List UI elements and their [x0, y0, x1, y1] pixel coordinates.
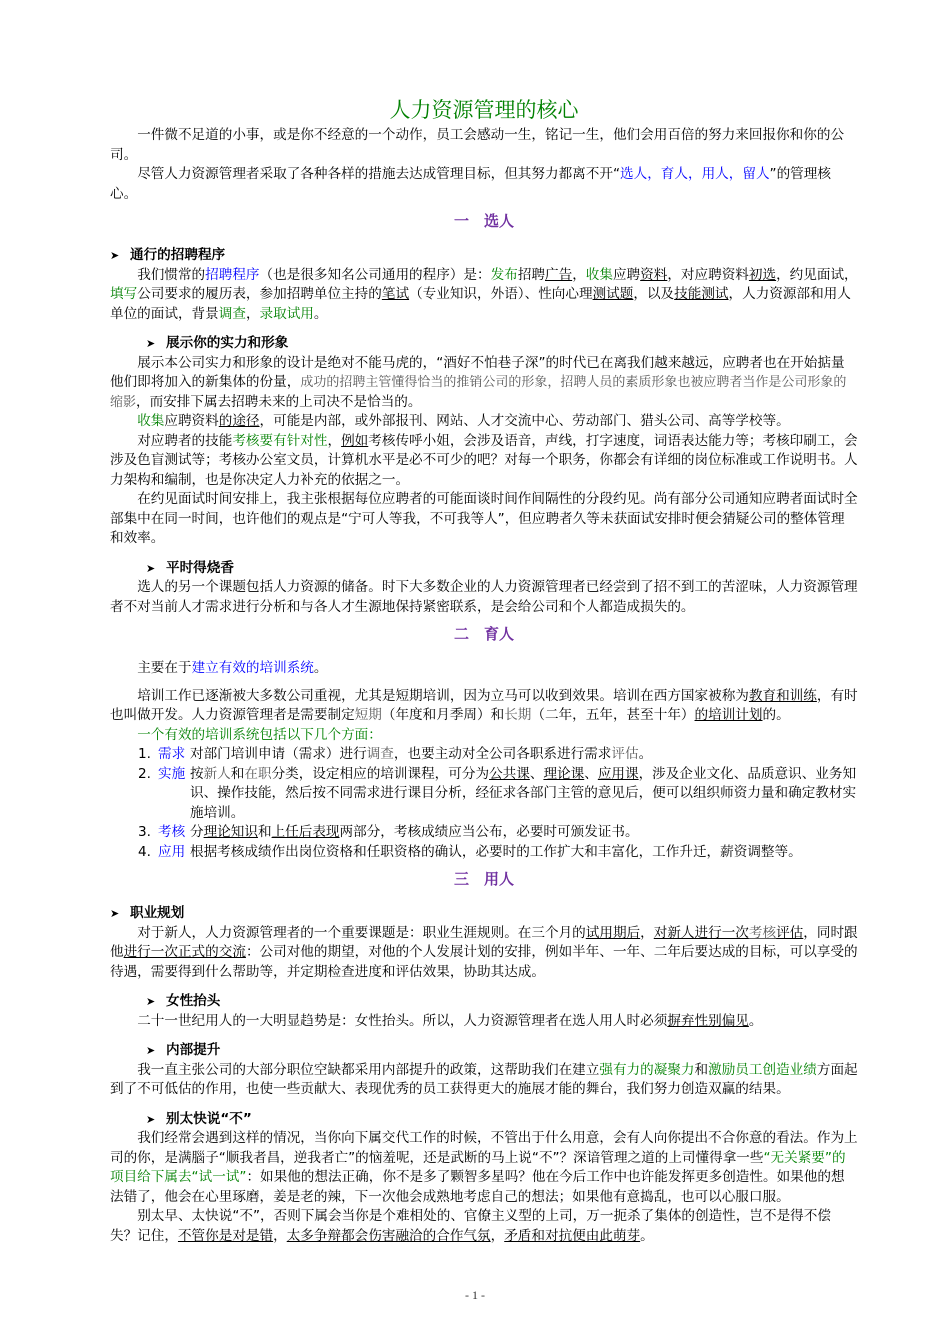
section-heading-train: 二 育人	[453, 625, 514, 643]
arrow-bullet-icon: ➤	[146, 1044, 156, 1057]
subheading-recruitment-procedure: ➤ 通行的招聘程序	[110, 246, 858, 266]
paragraph-dont-say-no-1: 我们经常会遇到这样的情况，当你向下属交代工作的时候，不管出于什么用意，会有人向你提出不合你意的看法。作为上司的你，是满腦子“顺我者昌，逆我者亡”的恼羞呢，还是武断的马上说“不”？深谙管理之道的上司懂得拿一些“无关紧要”的项目给下属去“试一试”：如果他的想法正确，你不是多了颗智多星吗？他在今后工作中也许能发挥更多创造性。如果他的想法错了，他会在心里琢磨，姜是老的辣，下一次他会成熟地考虑自己的想法；如果他有意捣乱，也可以心服口服。	[110, 1130, 858, 1205]
subheading-reserve: ➤ 平时得烧香	[110, 559, 858, 579]
arrow-bullet-icon: ➤	[146, 561, 156, 575]
document-body	[110, 96, 858, 1246]
paragraph-dont-say-no-2: 别太早、太快说“不”，否则下属会当你是个难相处的、官僚主义型的上司，万一扼杀了集体的创造性，岂不是得不偿失？记住，不管你是对是错，太多争辩都会伤害融洽的合作气氛，矛盾和对抗便由此萌芽。	[110, 1208, 831, 1244]
paragraph-training-focus: 主要在于建立有效的培训系统。	[137, 660, 328, 676]
subheading-dont-say-no: ➤ 别太快说“不”	[110, 1110, 858, 1130]
section-heading-use: 三 用人	[453, 870, 514, 888]
arrow-bullet-icon: ➤	[146, 1112, 156, 1126]
paragraph-recruitment: 我们惯常的招聘程序（也是很多知名公司通用的程序）是：发布招聘广告，收集应聘资料，对应聘资料初选，约见面试，填写公司要求的履历表，参加招聘单位主持的笔试（专业知识，外语）、性向心理测试题，以及技能测试，人力资源部和用人单位的面试，背景调查，录取试用。	[110, 266, 858, 322]
paragraph-internal-promotion: 我一直主张公司的大部分职位空缺都采用内部提升的政策，这帮助我们在建立强有力的凝聚力和激励员工创造业绩方面起到了不可低估的作用，也使一些贡献大、表现优秀的员工获得更大的施展才能的舞台，我们努力创造双赢的结果。	[110, 1061, 858, 1097]
document-title: 人力资源管理的核心	[389, 98, 579, 122]
paragraph-skill-assessment: 对应聘者的技能考核要有针对性，例如考核传呼小姐，会涉及语音，声线，打字速度，词语表达能力等；考核印刷工，会涉及色盲测试等；考核办公室文员，计算机水平是必不可少的吧？对每一个职务，你都会有详细的岗位标准或工作说明书。人力架构和编制，也是你决定人力补充的依据之一。	[110, 432, 858, 488]
paragraph-collect-channels: 收集应聘资料的途径，可能是内部，或外部报刊、网站、人才交流中心、劳动部门、猎头公司、高等学校等。	[137, 413, 790, 429]
page-number: - 1 -	[465, 1288, 485, 1302]
paragraph-training-intro: 培训工作已逐渐被大多数公司重视，尤其是短期培训，因为立马可以收到效果。培训在西方国家被称为教育和训练，有时也叫做开发。人力资源管理者是需要制定短期（年度和月季周）和长期（二年，五年，甚至十年）的培训计划的。	[110, 687, 858, 723]
list-item: 1. 需求 对部门培训申请（需求）进行调查，也要主动对全公司各职系进行需求评估。	[138, 746, 653, 762]
list-item: 3. 考核 分理论知识和上任后表现两部分，考核成绩应当公布，必要时可颁发证书。	[138, 824, 639, 840]
list-item: 4. 应用 根据考核成绩作出岗位资格和任职资格的确认，必要时的工作扩大和丰富化，工作升迁，薪资调整等。	[138, 843, 802, 860]
intro-paragraph-2: 尽管人力资源管理者采取了各种各样的措施去达成管理目标，但其努力都离不开“选人，育人，用人，留人”的管理核心。	[110, 166, 831, 202]
paragraph-interview-schedule: 在约见面试时间安排上，我主张根据每位应聘者的可能面谈时间作间隔性的分段约见。尚有部分公司通知应聘者面试时全部集中在同一时间，也许他们的观点是“宁可人等我，不可我等人”，但应聘者久等未获面试安排时便会猜疑公司的整体管理和效率。	[110, 491, 858, 546]
arrow-bullet-icon: ➤	[110, 907, 120, 920]
training-system-lead: 一个有效的培训系统包括以下几个方面：	[137, 726, 382, 743]
training-aspects-list	[110, 745, 858, 862]
arrow-bullet-icon: ➤	[110, 249, 120, 262]
arrow-bullet-icon: ➤	[146, 337, 156, 350]
subheading-internal-promotion: ➤ 内部提升	[110, 1041, 858, 1061]
subheading-women-rise: ➤ 女性抬头	[110, 992, 858, 1012]
list-item: 2. 实施 按新人和在职分类，设定相应的培训课程，可分为公共课、理论课、应用课，涉及企业文化、品质意识、业务知识、操作技能，然后按不同需求进行课目分析，经征求各部门主管的意见后，便可以组织师资力量和确定教材实施培训。	[138, 765, 857, 821]
paragraph-women-rise: 二十一世纪用人的一大明显趋势是：女性抬头。所以，人力资源管理者在选人用人时必须摒弃性别偏见。	[137, 1012, 763, 1029]
paragraph-talent-reserve: 选人的另一个课题包括人力资源的储备。时下大多数企业的人力资源管理者已经尝到了招不到工的苦涩味，人力资源管理者不对当前人才需求进行分析和与各人才生源地保持紧密联系，是会给公司和个人都造成损失的。	[110, 579, 858, 615]
arrow-bullet-icon: ➤	[146, 995, 156, 1008]
section-heading-select: 一 选人	[453, 212, 514, 230]
subheading-show-strength: ➤ 展示你的实力和形象	[110, 334, 858, 354]
paragraph-company-image: 展示本公司实力和形象的设计是绝对不能马虎的，“酒好不怕巷子深”的时代已在离我们越来越远，应聘者也在开始掂量他们即将加入的新集体的份量，成功的招聘主管懂得恰当的推销公司的形象，招聘人员的素质形象也被应聘者当作是公司形象的缩影，而安排下属去招聘未来的上司决不是恰当的。	[110, 354, 847, 410]
subheading-career-planning: ➤ 职业规划	[110, 904, 858, 924]
paragraph-career-planning: 对于新人，人力资源管理者的一个重要课题是：职业生涯规则。在三个月的试用期后，对新人进行一次考核评估，同时跟他进行一次正式的交流：公司对他的期望，对他的个人发展计划的安排，例如半年、一年、二年后要达成的目标，可以享受的待遇，需要得到什么帮助等，并定期检查进度和评估效果，协助其达成。	[110, 924, 858, 980]
intro-paragraph-1: 一件微不足道的小事，或是你不经意的一个动作，员工会感动一生，铭记一生，他们会用百倍的努力来回报你和你的公司。	[110, 127, 845, 163]
